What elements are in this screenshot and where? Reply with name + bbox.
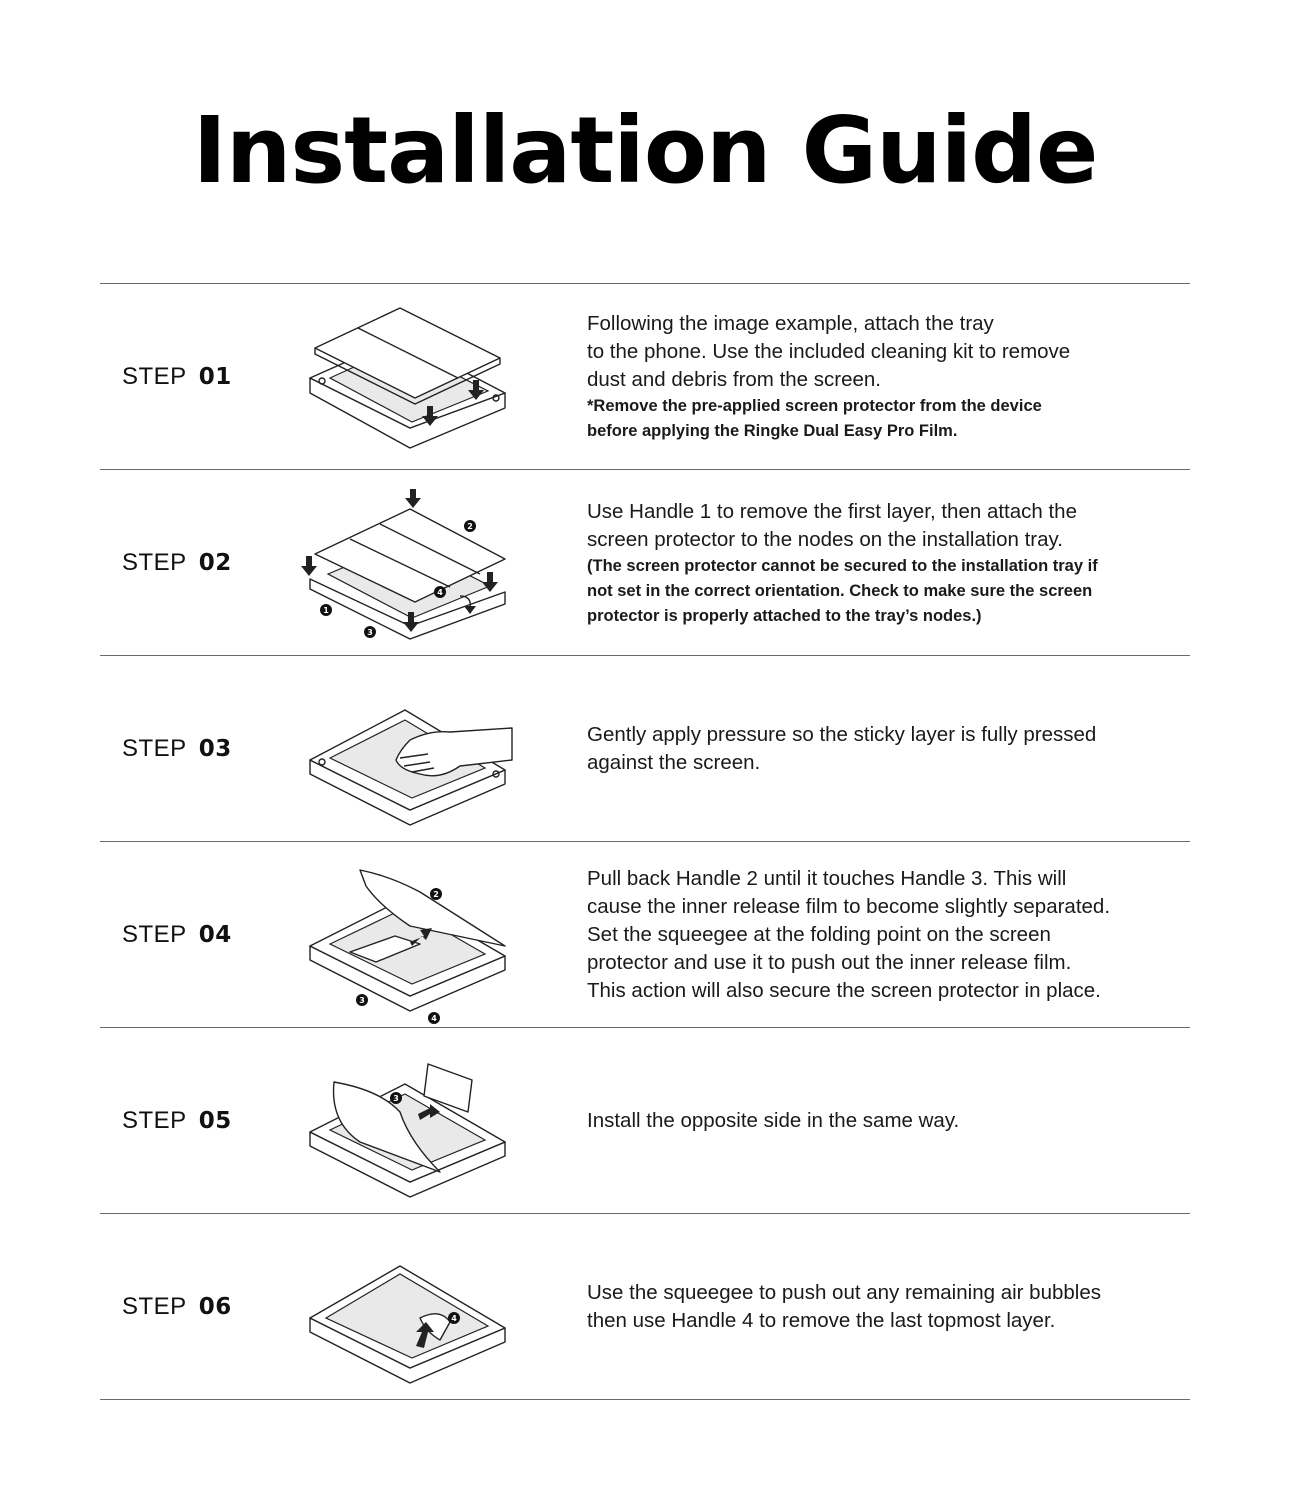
press-screen-illustration [300,670,520,830]
step-description [587,284,1177,470]
opposite-side-illustration [300,1042,520,1202]
callout-3-icon [364,626,376,638]
step-label [122,842,232,1028]
callout-4-icon [428,1012,440,1024]
callout-2-icon [430,888,442,900]
callout-2-icon [464,520,476,532]
tray-attach-illustration [300,298,520,458]
step-text: Use the squeegee to push out any remaining air bubbles then use Handle 4 to remove the last topmost layer. [587,1281,1101,1332]
step-description [587,656,1177,842]
step-number: 01 [198,364,232,390]
step-number: 06 [198,1294,232,1320]
step-description [587,1028,1177,1214]
step-label [122,1028,232,1214]
step-02 [100,470,1190,656]
step-label [122,1214,232,1400]
callout-1-icon [320,604,332,616]
callout-3-icon [356,994,368,1006]
step-06 [100,1214,1190,1400]
step-word: STEP [122,1293,187,1320]
step-note: *Remove the pre-applied screen protector from the device before applying the Ringke Dual Easy Pro Film. [587,397,1042,440]
step-03 [100,656,1190,842]
step-word: STEP [122,921,187,948]
svg-text:3: 3 [367,628,373,637]
callout-4-icon [434,586,446,598]
remove-top-layer-illustration [300,1228,520,1388]
step-text: Install the opposite side in the same way. [587,1109,960,1132]
step-label [122,284,232,470]
page-title: Installation Guide [192,97,1098,204]
svg-text:4: 4 [451,1314,457,1323]
step-number: 05 [198,1108,232,1134]
step-label [122,470,232,656]
svg-text:3: 3 [359,996,365,1005]
step-word: STEP [122,735,187,762]
step-word: STEP [122,1107,187,1134]
step-text: Pull back Handle 2 until it touches Handle 3. This will cause the inner release film to become slightly separated. Set the squeegee at the folding point on the screen protector and use it to push out the inner release film. This action will also secure the screen protector in place. [587,867,1111,1002]
step-text: Use Handle 1 to remove the first layer, then attach the screen protector to the nodes on the installation tray. [587,499,1077,551]
callout-4-icon [448,1312,460,1324]
step-description [587,470,1177,656]
step-number: 04 [198,922,232,948]
step-description [587,842,1177,1028]
svg-text:4: 4 [431,1014,437,1023]
svg-text:4: 4 [437,588,443,597]
protector-nodes-illustration [300,484,520,644]
step-05 [100,1028,1190,1214]
step-number: 03 [198,736,232,762]
step-word: STEP [122,363,187,390]
svg-text:2: 2 [467,522,473,531]
step-note: (The screen protector cannot be secured to the installation tray if not set in the correct orientation. Check to make sure the screen protector is properly attached to the tray’s nodes.) [587,556,1098,625]
step-number: 02 [198,550,232,576]
step-label [122,656,232,842]
squeegee-push-illustration [300,856,520,1023]
svg-text:3: 3 [393,1094,399,1103]
step-04 [100,842,1190,1028]
step-text: Gently apply pressure so the sticky layer is fully pressed against the screen. [587,723,1097,774]
callout-3-icon [390,1092,402,1104]
svg-text:2: 2 [433,890,439,899]
step-description [587,1214,1177,1400]
step-word: STEP [122,549,187,576]
svg-text:1: 1 [323,606,329,615]
step-01 [100,284,1190,470]
step-text: Following the image example, attach the tray to the phone. Use the included cleaning kit to remove dust and debris from the screen. [587,312,1071,391]
